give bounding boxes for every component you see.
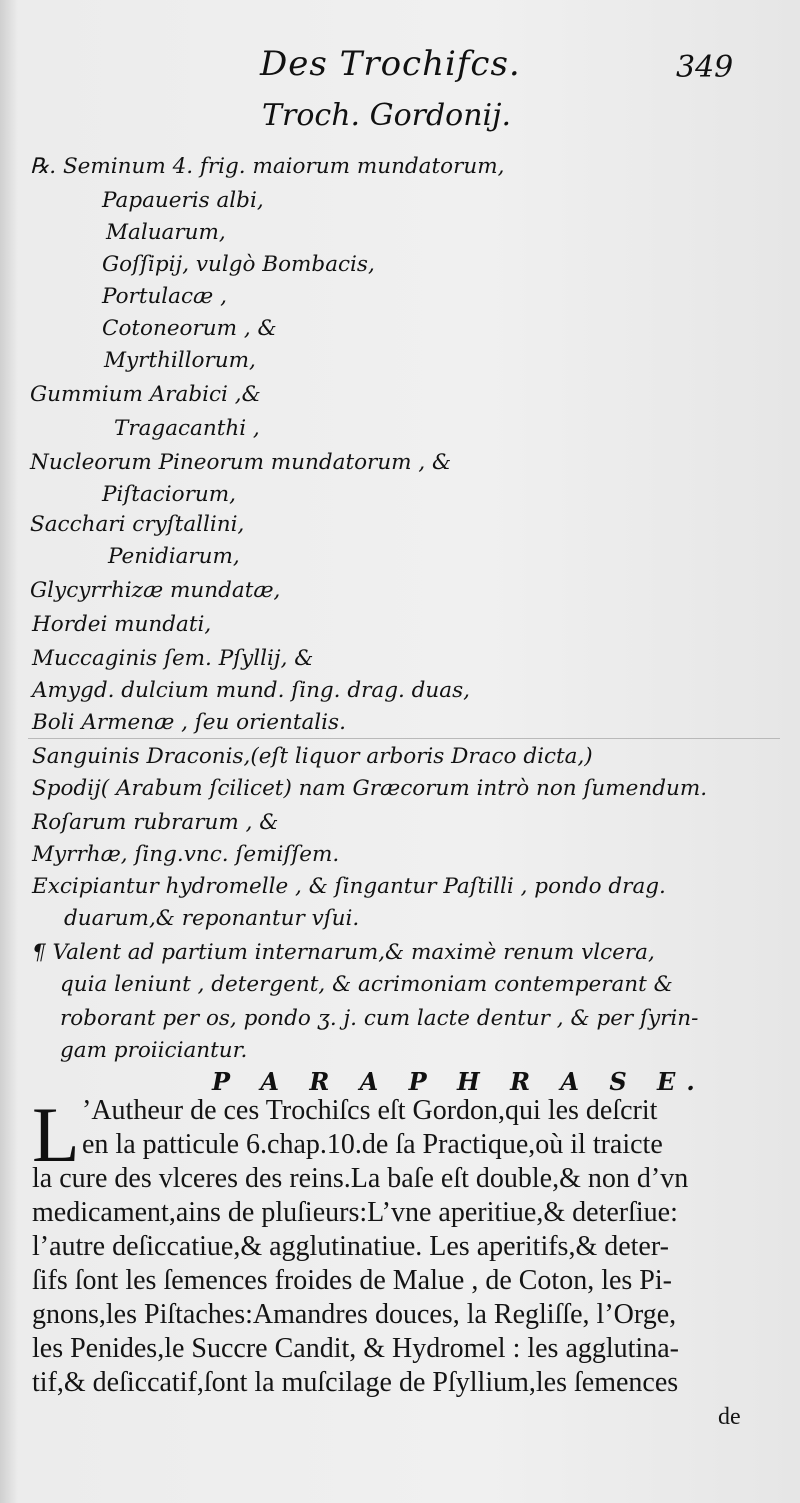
page-header: [0, 40, 800, 100]
running-head: Des Trochifcs.: [260, 44, 521, 84]
recipe-line: Portulacæ ,: [102, 284, 227, 309]
prose-line: ſifs ſont les ſemences froides de Malue , de Coton, les Pi-: [32, 1265, 672, 1296]
prose-line: tif,& deſiccatif,ſont la muſcilage de Pſyllium,les ſemences: [32, 1367, 679, 1398]
recipe-line: Boli Armenæ , ſeu orientalis.: [32, 710, 346, 735]
recipe-line: Roſarum rubrarum , &: [32, 810, 279, 835]
prose-line: les Penides,le Succre Candit, & Hydromel : les agglutina-: [32, 1333, 679, 1364]
prose-line: medicament,ains de pluſieurs:L’vne aperitiue,& deterſiue:: [32, 1197, 678, 1228]
recipe-line: Tragacanthi ,: [114, 416, 260, 441]
recipe-line: Hordei mundati,: [32, 612, 212, 637]
recipe-line: Amygd. dulcium mund. ſing. drag. duas,: [32, 678, 470, 703]
bleed-through-rule: [28, 738, 780, 739]
prose-line: la cure des vlceres des reins.La baſe eſt double,& non d’vn: [32, 1163, 689, 1194]
recipe-line: Myrrhæ, ſing.vnc. ſemiſſem.: [32, 842, 340, 867]
recipe-line: roborant per os, pondo ʒ. j. cum lacte dentur , & per ſyrin-: [60, 1006, 699, 1031]
recipe-line: Goſſipij, vulgò Bombacis,: [102, 252, 375, 277]
recipe-line: Excipiantur hydromelle , & ſingantur Paſtilli , pondo drag.: [32, 874, 666, 899]
recipe-title: Troch. Gordonij.: [262, 98, 511, 133]
recipe-line: Sacchari cryſtallini,: [30, 512, 245, 537]
prose-line: gnons,les Piſtaches:Amandres douces, la Regliſſe, l’Orge,: [32, 1299, 677, 1330]
recipe-line: Gummium Arabici ,&: [30, 382, 261, 407]
recipe-line: Piſtaciorum,: [102, 482, 236, 507]
prose-line: ’Autheur de ces Trochiſcs eſt Gordon,qui les deſcrit: [82, 1095, 658, 1126]
paraphrase-heading: P A R A P H R A S E.: [212, 1067, 706, 1096]
recipe-line: Cotoneorum , &: [102, 316, 277, 341]
recipe-line: Muccaginis ſem. Pſyllij, &: [32, 646, 314, 671]
recipe-line: Sanguinis Draconis,(eſt liquor arboris Draco dicta,): [32, 744, 593, 769]
recipe-line: ℞. Seminum 4. frig. maiorum mundatorum,: [30, 154, 505, 179]
page-number: 349: [676, 50, 734, 85]
recipe-line: Papaueris albi,: [102, 188, 264, 213]
recipe-line: gam proiiciantur.: [60, 1038, 248, 1063]
catchword: de: [718, 1404, 741, 1430]
recipe-line: Glycyrrhizæ mundatæ,: [30, 578, 281, 603]
recipe-line: ¶ Valent ad partium internarum,& maximè renum vlcera,: [32, 940, 655, 965]
recipe-line: duarum,& reponantur vſui.: [64, 906, 360, 931]
drop-capital: L: [32, 1091, 80, 1178]
recipe-line: Spodij( Arabum ſcilicet) nam Græcorum intrò non ſumendum.: [32, 776, 708, 801]
recipe-line: Penidiarum,: [108, 544, 240, 569]
prose-line: l’autre deſiccatiue,& agglutinatiue. Les aperitifs,& deter-: [32, 1231, 669, 1262]
recipe-line: Myrthillorum,: [104, 348, 256, 373]
recipe-line: Nucleorum Pineorum mundatorum , &: [30, 450, 452, 475]
recipe-line: Maluarum,: [106, 220, 226, 245]
prose-line: en la patticule 6.chap.10.de ſa Practique,où il traicte: [82, 1129, 663, 1160]
recipe-line: quia leniunt , detergent, & acrimoniam contemperant &: [60, 972, 673, 997]
